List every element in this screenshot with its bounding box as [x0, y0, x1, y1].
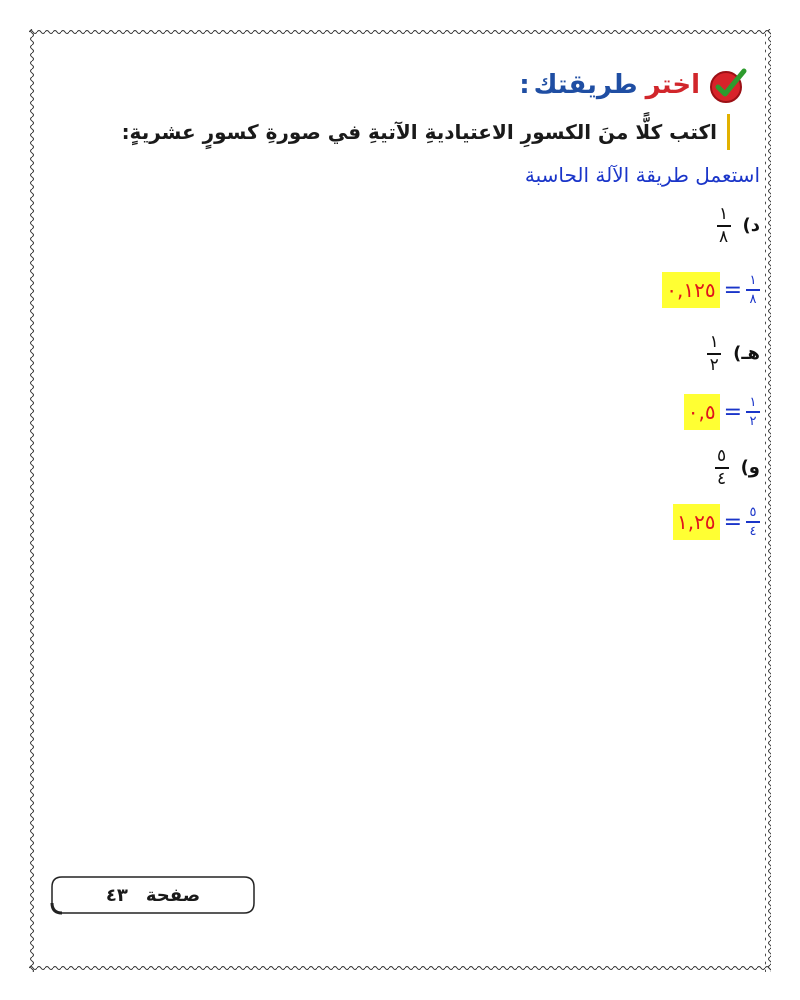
answer-value: ١,٢٥ — [673, 504, 720, 540]
fraction-denominator: ٢ — [709, 354, 719, 375]
problem-label: د) — [742, 215, 760, 237]
section-title — [519, 70, 700, 100]
checkmark-badge-icon — [706, 63, 750, 107]
problem-fraction — [717, 206, 731, 246]
fraction-denominator: ٨ — [718, 226, 729, 247]
answer-value: ٠,١٢٥ — [662, 272, 719, 308]
fraction-numerator: ١ — [709, 332, 719, 352]
equals-sign: = — [723, 399, 742, 425]
title-word-method: طريقتك — [533, 70, 638, 100]
answer-value: ٠,٥ — [684, 394, 720, 430]
section-header — [519, 62, 750, 108]
fraction-denominator: ٨ — [749, 291, 757, 307]
method-note: استعمل طريقة الآلة الحاسبة — [524, 163, 760, 187]
equals-sign: = — [723, 509, 742, 535]
fraction-bar — [746, 411, 760, 413]
instruction — [122, 112, 730, 152]
fraction-denominator: ٤ — [717, 468, 727, 489]
fraction-numerator: ١ — [718, 204, 729, 224]
page-number-tag — [48, 874, 258, 916]
answer-d — [662, 272, 760, 308]
page-label-text — [106, 885, 200, 906]
answer-fraction — [746, 396, 760, 428]
problem-fraction — [715, 448, 729, 488]
problem-label: هـ) — [733, 343, 760, 365]
answer-fraction — [746, 506, 760, 538]
problem-label: و) — [740, 457, 760, 479]
answer-w — [673, 504, 760, 540]
fraction-denominator: ٢ — [749, 413, 757, 429]
page-label: صفحة — [145, 884, 201, 906]
problem-d — [717, 206, 760, 246]
answer-fraction — [746, 274, 760, 306]
instruction-text: اكتب كلًّا منَ الكسورِ الاعتياديةِ الآتيةِ في صورةِ كسورٍ عشريةٍ: — [121, 120, 717, 144]
fraction-numerator: ٥ — [749, 505, 757, 521]
title-word-choose: اختر — [645, 70, 700, 100]
problem-fraction — [707, 334, 721, 374]
fraction-numerator: ١ — [749, 273, 757, 289]
fraction-bar — [746, 289, 760, 291]
fraction-denominator: ٤ — [749, 523, 757, 539]
page-number: ٤٣ — [105, 884, 128, 906]
fraction-bar — [746, 521, 760, 523]
equals-sign: = — [723, 277, 742, 303]
fraction-numerator: ١ — [749, 395, 757, 411]
title-colon: : — [519, 70, 530, 100]
answer-h — [684, 394, 760, 430]
instruction-accent-bar — [727, 114, 730, 150]
problem-w — [715, 448, 760, 488]
fraction-numerator: ٥ — [717, 446, 727, 466]
problem-h — [707, 334, 760, 374]
